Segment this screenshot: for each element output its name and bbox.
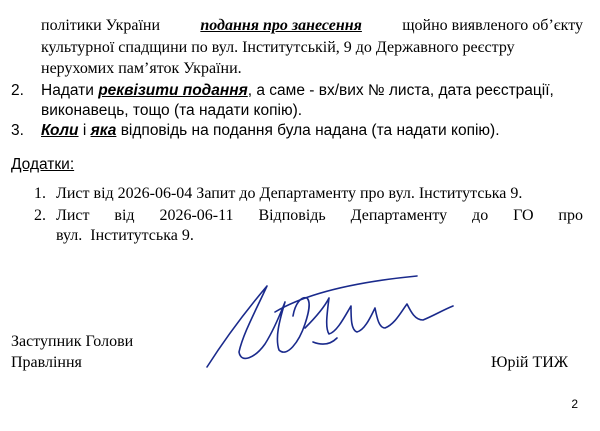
signature-stroke [313,338,337,344]
attachment-2-word: ГО [513,207,534,224]
attachments-heading: Додатки: [11,156,75,173]
attachment-2-word: Відповідь [258,207,326,224]
attachment-2-word: від [114,207,135,224]
attachment-2-word: 2026-06-11 [159,207,234,224]
item-3-text-after: відповідь на подання була надана (та надати копію). [116,122,500,139]
handwritten-signature [205,272,455,372]
item-3-emphasis-which: яка [90,122,117,139]
item-3-number: 3. [11,122,24,139]
page-number: 2 [571,397,578,411]
item-2-emphasis: реквізити подання [98,82,248,99]
attachment-2-word: про [558,207,583,224]
item-2-line-1 [41,81,554,101]
item-1-line-1 [41,16,583,36]
item-1-line-2: культурної спадщини по вул. Інститутській, 9 до Державного реєстру [41,39,515,56]
item-1-text-after: щойно виявленого об’єкту [402,17,583,34]
item-1-text-before: політики України [41,17,161,34]
attachment-1-text: Лист від 2026-06-04 Запит до Департаменту про вул. Інститутська 9. [56,185,523,202]
item-3-emphasis-when: Коли [41,122,79,139]
item-2-number: 2. [11,82,24,99]
item-2-text-before: Надати [41,82,99,99]
attachment-2-word: Департаменту [350,207,448,224]
item-1-emphasis: подання про занесення [200,17,362,34]
signatory-title-line-1: Заступник Голови [11,333,134,350]
attachment-2-word: Лист [56,207,90,224]
signature-stroke [305,298,453,334]
item-2-line-2: виконавець, тощо (та надати копію). [41,102,303,119]
attachment-2-line-1 [56,206,583,226]
signatory-title-line-2: Правління [11,354,82,371]
item-3-line [41,121,500,141]
item-2-text-after: , а саме - вх/вих № листа, дата реєстрації, [247,82,554,99]
signatory-name: Юрій ТИЖ [491,354,569,371]
attachment-2-word: до [472,207,489,224]
signature-stroke [207,286,309,367]
item-3-text-middle: і [78,122,91,139]
attachment-1-number: 1. [34,185,46,202]
attachment-2-line-2: вул. Інститутська 9. [56,227,194,244]
attachment-2-number: 2. [34,207,46,224]
item-1-line-3: нерухомих пам’яток України. [41,60,242,77]
